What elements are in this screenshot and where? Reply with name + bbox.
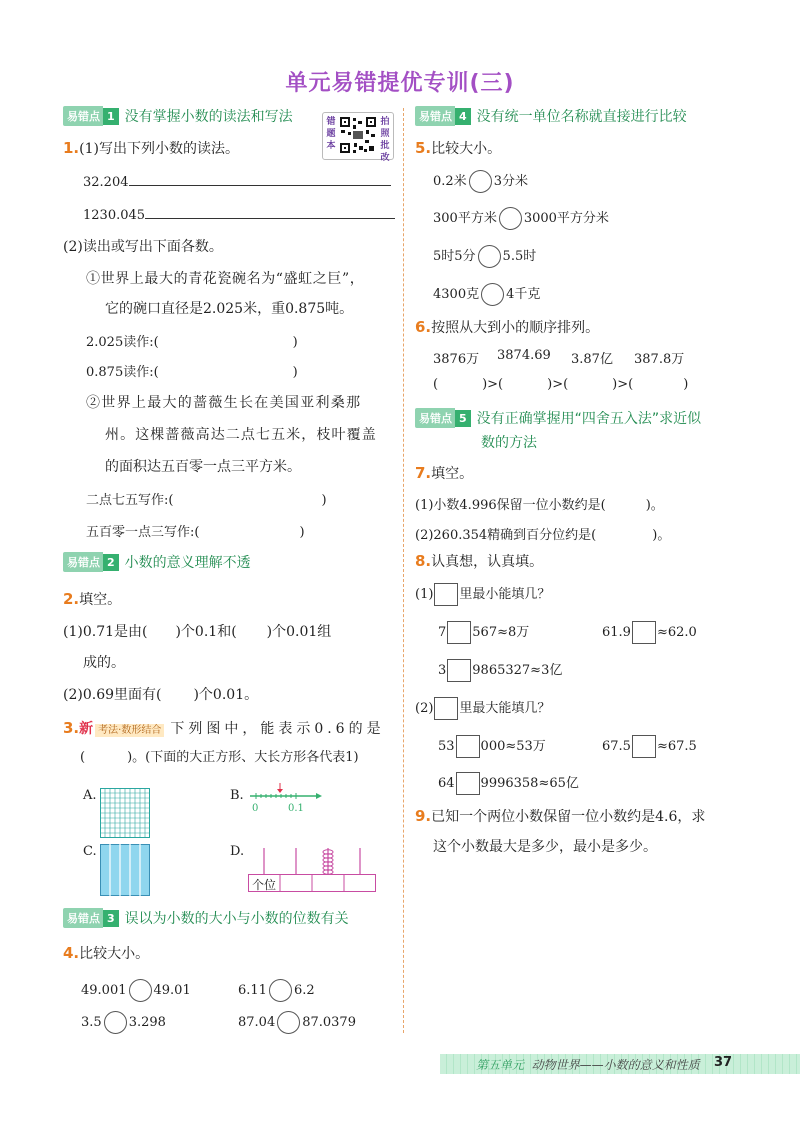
tag-label: 易错点 [63,908,103,928]
prompt-text: (2)260.354精确到百分位约是( [415,528,597,543]
question-text: 比较大小。 [79,946,150,962]
question-number: 2. [63,590,80,608]
prompt-text: (2)0.69里面有( [63,687,162,703]
number-text: 32.204 [83,175,129,190]
q1-write-1 [86,489,327,508]
value-left: 0.2米 [433,174,467,189]
part-label: (2) [415,701,434,716]
q1-passage-1a: ①世界上最大的青花瓷碗名为“盛虹之巨”， [86,271,365,287]
part-label: (1) [415,587,434,602]
tag-text: 没有正确掌握用“四舍五入法”求近似 [476,411,702,427]
compare-circle[interactable] [277,1011,300,1034]
digit-box[interactable] [447,659,471,682]
q6-item-2: 3874.69 [497,348,551,363]
question-text: 已知一个两位小数保留一位小数约是4.6，求 [431,809,706,825]
option-a-grid-figure [100,788,150,838]
answer-line[interactable] [129,171,391,186]
value-left: 3.5 [81,1015,102,1030]
gt-sign: )>( [612,377,634,392]
question-3-head [63,718,385,738]
digit-box[interactable] [434,697,458,720]
question-number: 1. [63,139,80,157]
value-right: 3.298 [128,1015,166,1030]
prompt-text: 五百零一点三写作:( [86,525,200,540]
question-number: 5. [415,139,432,157]
number-text: 1230.045 [83,208,146,223]
prompt-text: )个0.1和( [175,624,237,640]
question-text: 认真想，认真填。 [431,554,544,570]
tag-text: 小数的意义理解不透 [124,555,251,571]
q4-compare-1 [81,979,191,1002]
q1-line-1 [83,171,391,190]
abacus-ones-label: 个位 [252,878,277,892]
tag-number: 4 [455,108,471,125]
compare-circle[interactable] [469,170,492,193]
question-text: (1)写出下列小数的读法。 [79,141,239,157]
q1-passage-2a: ②世界上最大的蔷薇生长在美国亚利桑那 [86,395,362,411]
tag-text: 误以为小数的大小与小数的位数有关 [124,911,349,927]
compare-circle[interactable] [478,245,501,268]
q4-compare-4 [238,1011,356,1034]
tag-label: 易错点 [415,106,455,126]
q1-passage-2b: 州。这棵蔷薇高达二点七五米，枝叶覆盖 [105,427,377,443]
question-number: 8. [415,552,432,570]
suffix-text: ≈62.0 [656,625,697,640]
option-d-label[interactable]: D. [230,844,245,859]
question-9-line-1 [415,806,705,826]
q8-part-1 [415,583,550,606]
value-left: 4300克 [433,287,480,302]
q5-compare-1 [433,170,528,193]
q1-sub2: (2)读出或写出下面各数。 [63,239,223,255]
suffix-text: 9865327≈3亿 [472,663,563,678]
prompt-text: )个0.01组 [266,624,332,640]
prompt-text: 二点七五写作:( [86,493,174,508]
error-point-1 [63,106,293,126]
paren: ) [299,525,305,540]
prompt-text: )。 [645,498,664,513]
paren: ( [433,377,439,392]
question-text: 按照从大到小的顺序排列。 [431,320,600,336]
digit-box[interactable] [447,621,471,644]
q8-item-6 [438,772,579,795]
suffix-text: 9996358≈65亿 [480,776,579,791]
digit-box[interactable] [632,735,656,758]
prompt-text: )。(下面的大正方形、大长方形各代表1) [127,750,359,765]
question-number: 9. [415,807,432,825]
prefix-text: 3 [438,663,447,678]
page-title: 单元易错提优专训(三) [285,71,515,96]
q6-item-4: 387.8万 [634,352,685,367]
option-b-number-line [246,782,322,802]
q6-item-3: 3.87亿 [571,352,613,367]
option-b-label[interactable]: B. [230,788,244,803]
question-4-head [63,943,149,963]
paren: ) [683,377,689,392]
question-2-head [63,589,121,609]
value-right: 5.5时 [502,249,537,264]
prompt-text: (1)0.71是由( [63,624,148,640]
value-right: 4千克 [506,287,541,302]
qr-code-icon [339,116,377,154]
number-line-label-0-1: 0.1 [288,803,304,814]
compare-circle[interactable] [104,1011,127,1034]
q8-item-1 [438,621,529,644]
footer-unit-topic [476,1056,700,1073]
question-text: 填空。 [79,592,122,608]
new-badge: 新 [79,721,94,737]
q8-part-2 [415,697,550,720]
q3-line-2 [80,746,359,765]
q1-write-2 [86,521,305,540]
suffix-text: ≈67.5 [656,739,697,754]
q2-line-1 [63,621,331,641]
q2-line-2: 成的。 [83,655,125,671]
footer-topic: 动物世界——小数的意义和性质 [531,1058,700,1072]
q5-compare-4 [433,283,540,306]
question-5-head [415,138,501,158]
digit-box[interactable] [434,583,458,606]
qr-left-label: 错题本 [326,117,336,151]
value-left: 5时5分 [433,249,476,264]
q8-item-4 [438,735,546,758]
value-right: 87.0379 [302,1015,356,1030]
prefix-text: 7 [438,625,447,640]
error-point-5-text-line-2: 数的方法 [481,435,537,451]
prompt-text: 2.025读作:( [86,335,159,350]
compare-circle[interactable] [499,207,522,230]
value-right: 49.01 [153,983,191,998]
tag-label: 易错点 [63,552,103,572]
digit-box[interactable] [456,772,480,795]
value-left: 49.001 [81,983,127,998]
column-divider [403,108,404,1033]
paren: ( [80,750,86,765]
qr-code-badge[interactable] [322,112,394,163]
value-left: 6.11 [238,983,267,998]
error-point-5 [415,408,701,428]
qr-right-label: 拍照批改 [380,117,390,163]
gt-sign: )>( [482,377,504,392]
q7-line-1 [415,494,664,513]
prompt-text: 里最大能填几？ [459,701,551,716]
paren: ) [321,493,327,508]
question-number: 3. [63,719,80,737]
question-text: 下列图中，能表示0.6的是 [170,721,385,737]
option-c-label[interactable]: C. [83,844,97,859]
value-left: 300平方米 [433,211,497,226]
compare-circle[interactable] [129,979,152,1002]
footer-unit: 第五单元 [476,1058,525,1072]
q6-answer-row [433,377,688,392]
value-right: 3000平方分米 [523,211,609,226]
paren: ) [292,365,298,380]
prefix-text: 64 [438,776,455,791]
question-9-line-2: 这个小数最大是多少，最小是多少。 [433,839,657,855]
tag-number: 1 [103,108,119,125]
tag-number: 5 [455,410,471,427]
tag-number: 2 [103,554,119,571]
prefix-text: 53 [438,739,455,754]
q8-item-5 [602,735,697,758]
tag-text: 没有掌握小数的读法和写法 [124,109,293,125]
q8-item-3 [438,659,562,682]
tag-label: 易错点 [415,408,455,428]
prompt-text: )个0.01。 [193,687,259,703]
q2-line-3 [63,684,258,704]
question-number: 4. [63,944,80,962]
q1-read-1 [86,331,298,350]
value-left: 87.04 [238,1015,276,1030]
prefix-text: 67.5 [602,739,631,754]
prefix-text: 61.9 [602,625,631,640]
option-a-label[interactable]: A. [83,788,97,803]
answer-line[interactable] [145,204,395,219]
q7-line-2 [415,524,670,543]
q4-compare-2 [238,979,315,1002]
value-right: 6.2 [293,983,315,998]
q4-compare-3 [81,1011,166,1034]
question-6-head [415,317,599,337]
tag-number: 3 [103,910,119,927]
digit-box[interactable] [456,735,480,758]
compare-circle[interactable] [481,283,504,306]
q1-line-2 [83,204,395,223]
prompt-text: 0.875读作:( [86,365,159,380]
suffix-text: 000≈53万 [480,739,546,754]
question-7-head [415,463,473,483]
question-text: 比较大小。 [431,141,502,157]
q1-passage-1b: 它的碗口直径是2.025米，重0.875吨。 [105,301,354,317]
q5-compare-3 [433,245,536,268]
error-point-2 [63,552,251,572]
q5-compare-2 [433,207,609,230]
prompt-text: 里最小能填几？ [459,587,551,602]
method-badge: 考法·数形结合 [95,724,164,737]
value-right: 3分米 [493,174,528,189]
prompt-text: )。 [652,528,671,543]
q1-read-2 [86,361,298,380]
compare-circle[interactable] [269,979,292,1002]
q6-item-1: 3876万 [433,352,480,367]
digit-box[interactable] [632,621,656,644]
question-text: 填空。 [431,466,474,482]
question-8-head [415,551,543,571]
paren: ) [292,335,298,350]
suffix-text: 567≈8万 [472,625,530,640]
q1-passage-2c: 的面积达五百零一点三平方米。 [105,459,301,475]
option-c-strips-figure [100,844,150,896]
q8-item-2 [602,621,697,644]
gt-sign: )>( [547,377,569,392]
number-line-label-0: 0 [252,803,259,814]
error-point-4 [415,106,687,126]
prompt-text: (1)小数4.996保留一位小数约是( [415,498,606,513]
question-number: 6. [415,318,432,336]
question-number: 7. [415,464,432,482]
tag-label: 易错点 [63,106,103,126]
page-number: 37 [714,1055,733,1070]
tag-text: 没有统一单位名称就直接进行比较 [476,109,687,125]
question-1-head [63,138,239,158]
error-point-3 [63,908,349,928]
